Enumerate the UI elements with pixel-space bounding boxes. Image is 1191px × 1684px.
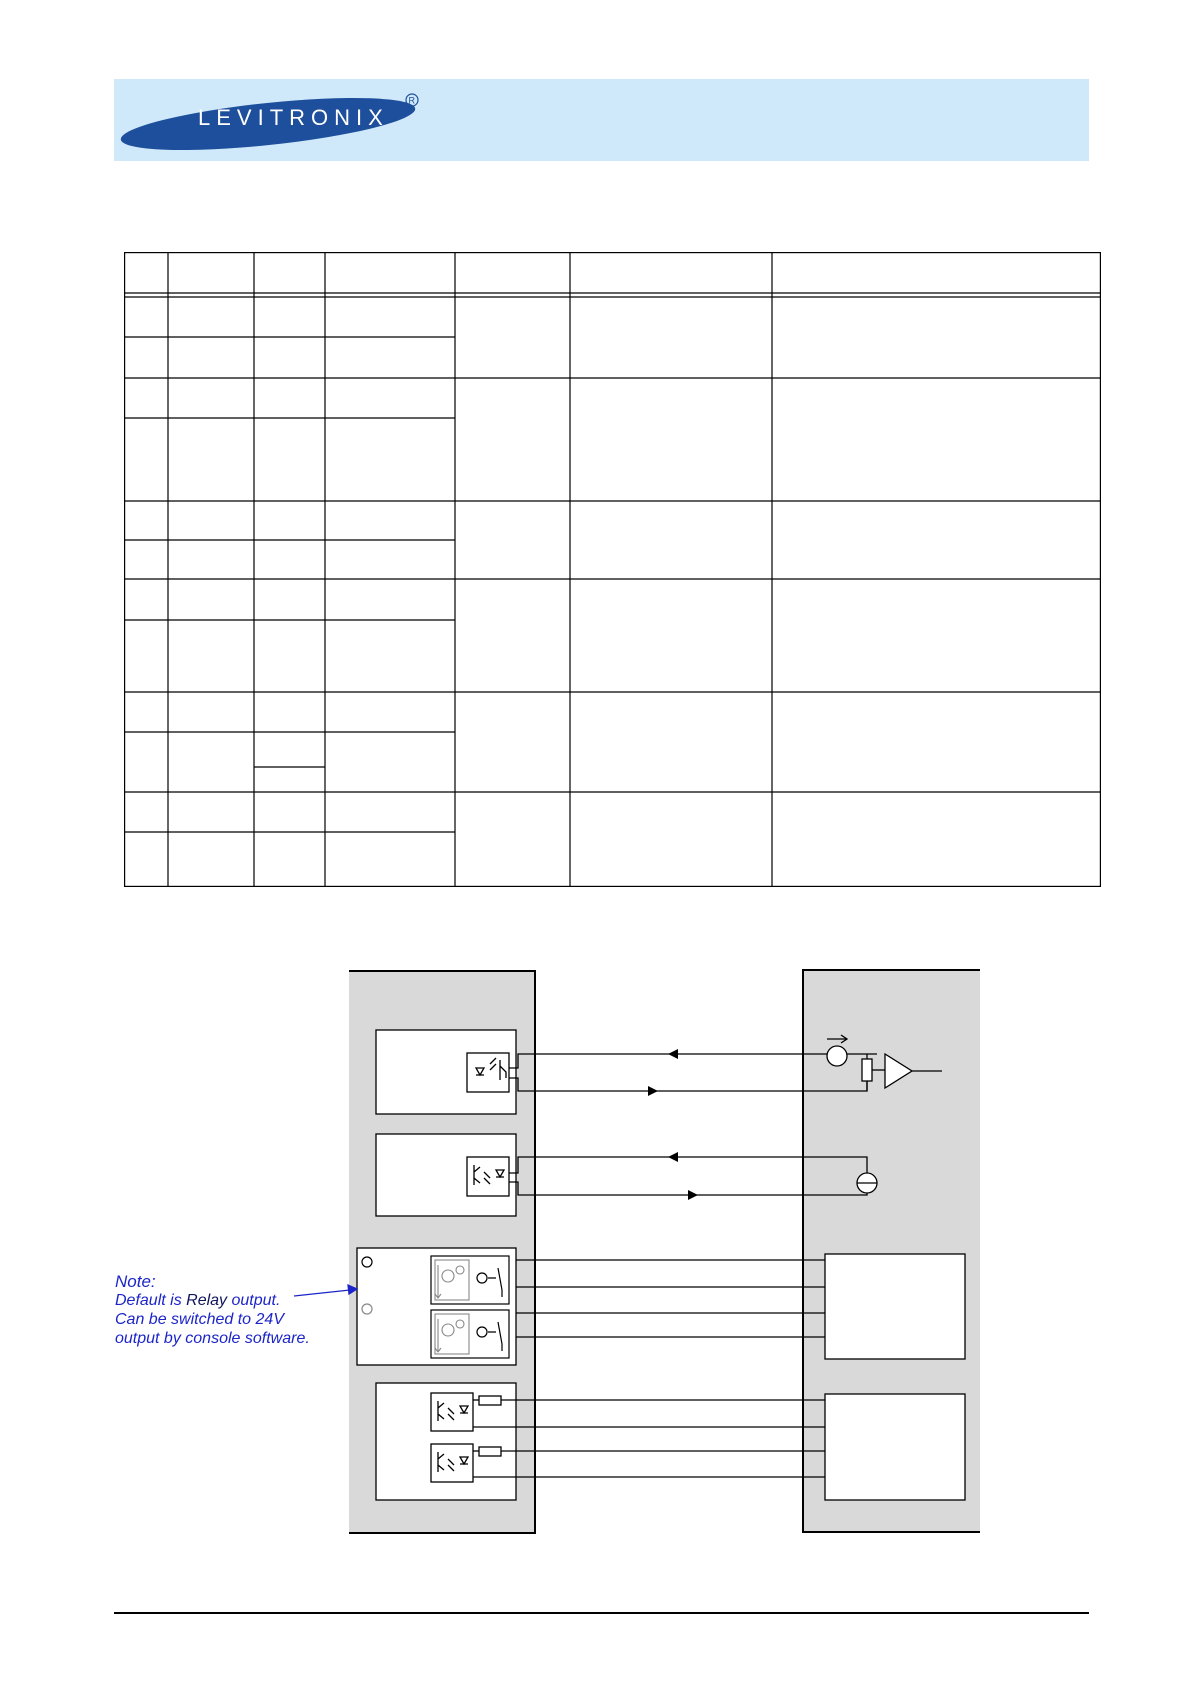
note-line-2: Can be switched to 24V — [115, 1311, 284, 1328]
plc-relay-box — [825, 1254, 965, 1359]
note-line-1: Default is Relay output. — [115, 1292, 281, 1309]
svg-text:R: R — [408, 95, 415, 106]
wiring-diagram — [110, 960, 990, 1540]
logo-text: LEVITRONIX — [198, 105, 389, 130]
note-title: Note: — [115, 1272, 156, 1291]
relay-note — [115, 1272, 310, 1348]
optocoupler-icon — [467, 1053, 509, 1092]
io-table — [124, 252, 1101, 887]
levitronix-logo — [120, 88, 425, 150]
current-source-icon — [857, 1173, 877, 1193]
optocoupler-icon — [467, 1157, 509, 1196]
plc-input-box — [825, 1394, 965, 1500]
footer-rule — [114, 1612, 1089, 1614]
note-line-3: output by console software. — [115, 1330, 310, 1347]
